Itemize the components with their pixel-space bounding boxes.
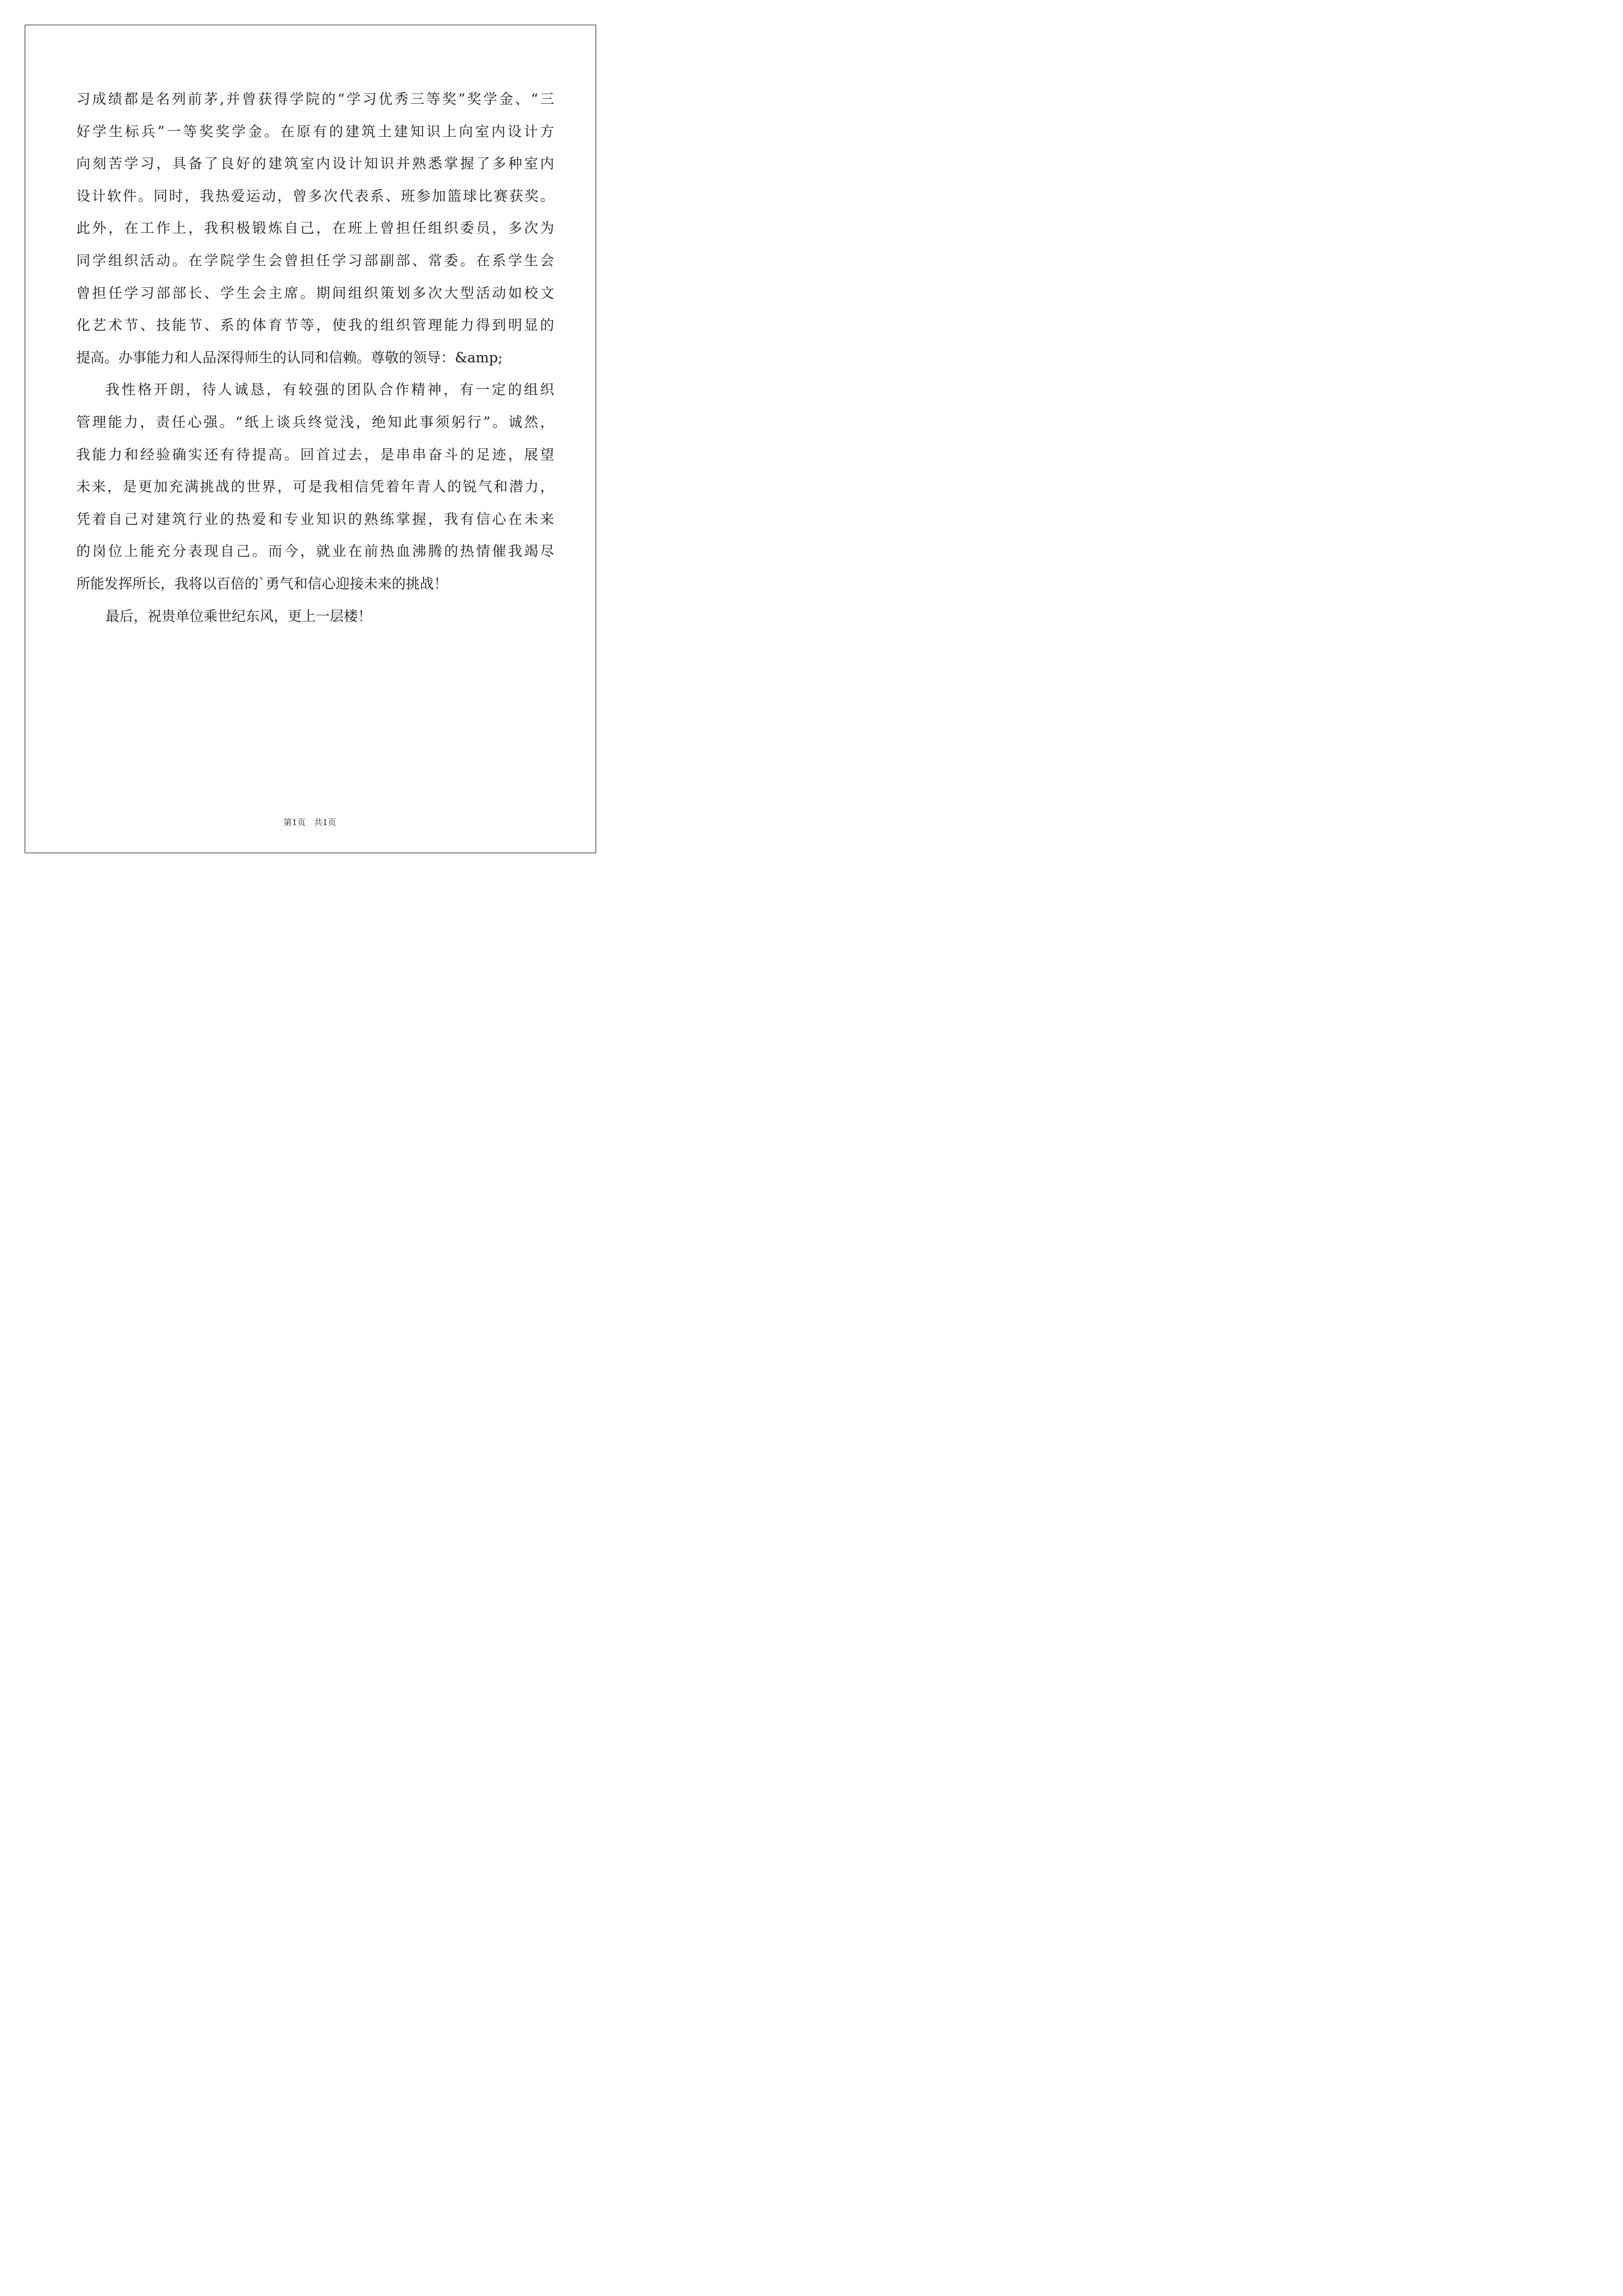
- paragraph-3-line-1: 最后，祝贵单位乘世纪东风，更上一层楼！: [105, 608, 372, 624]
- paragraph-2-line-3: 我能力和经验确实还有待提高。回首过去，是串串奋斗的足迹，展望: [76, 446, 554, 463]
- paragraph-1-line-3: 向刻苦学习，具备了良好的建筑室内设计知识并熟悉掌握了多种室内: [76, 155, 554, 172]
- paragraph-2-line-1: 我性格开朗，待人诚恳，有较强的团队合作精神，有一定的组织: [105, 381, 554, 398]
- paragraph-2-line-7: 所能发挥所长，我将以百倍的`勇气和信心迎接未来的挑战！: [76, 575, 448, 592]
- document-body: [76, 83, 554, 632]
- paragraph-1-line-2: 好学生标兵”一等奖奖学金。在原有的建筑土建知识上向室内设计方: [76, 123, 554, 140]
- paragraph-2-line-5: 凭着自己对建筑行业的热爱和专业知识的熟练掌握，我有信心在未来: [76, 510, 554, 527]
- paragraph-2-line-2: 管理能力，责任心强。“纸上谈兵终觉浅，绝知此事须躬行”。诚然，: [76, 413, 554, 430]
- paragraph-1-line-4: 设计软件。同时，我热爱运动，曾多次代表系、班参加篮球比赛获奖。: [76, 187, 554, 204]
- paragraph-1-line-8: 化艺术节、技能节、系的体育节等，使我的组织管理能力得到明显的: [76, 317, 554, 334]
- paragraph-1-line-1: 习成绩都是名列前茅,并曾获得学院的“学习优秀三等奖”奖学金、“三: [76, 91, 554, 107]
- paragraph-2-line-6: 的岗位上能充分表现自己。而今，就业在前热血沸腾的热情催我竭尽: [76, 543, 554, 560]
- paragraph-2-line-4: 未来，是更加充满挑战的世界，可是我相信凭着年青人的锐气和潜力，: [76, 478, 554, 495]
- paragraph-1-line-5: 此外，在工作上，我积极锻炼自己，在班上曾担任组织委员，多次为: [76, 220, 554, 237]
- page-number-footer: 第1页 共1页: [283, 817, 336, 827]
- paragraph-1-line-6: 同学组织活动。在学院学生会曾担任学习部副部、常委。在系学生会: [76, 252, 554, 269]
- paragraph-1-line-9: 提高。办事能力和人品深得师生的认同和信赖。尊敬的领导：&amp;: [76, 349, 503, 366]
- paragraph-1-line-7: 曾担任学习部部长、学生会主席。期间组织策划多次大型活动如校文: [76, 284, 554, 301]
